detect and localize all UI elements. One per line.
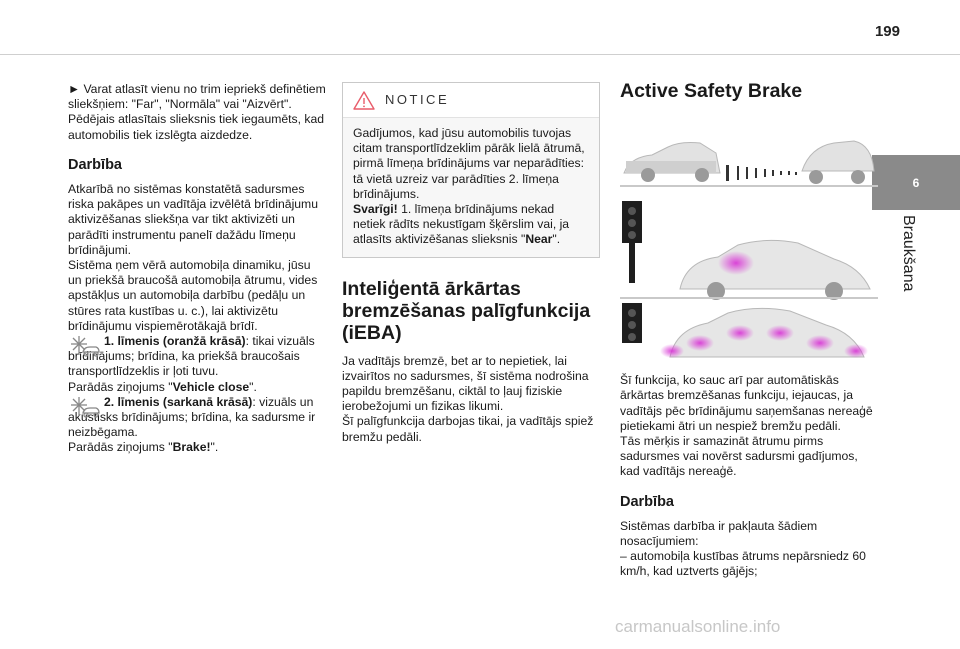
header-rule [0,54,960,55]
column-middle [342,82,600,445]
level2-text: : vizuāls un akustisks brīdinājums; brīdina, ka sadursme ir neizbēgama. [68,394,316,440]
notice-end: ". [552,232,561,247]
section-heading-operation: Darbība [68,156,122,173]
column-left [68,82,326,456]
ieba-paragraph-1: Ja vadītājs bremzē, bet ar to nepietiek, lai izvairītos no sadursmes, šī sistēma nodrošina papildu bremzēšanu, ciktāl to ļauj fiziskie ierobežojumi un fizikas likumi. [342,353,589,414]
level1-msg-suffix: ". [249,379,257,394]
level1-message: Vehicle close [172,379,250,394]
notice-text: Gadījumos, kad jūsu automobilis tuvojas citam transportlīdzeklim pārāk lielā ātrumā, pirmā līmeņa brīdinājums var neparādīties: tā vietā uzreiz var parādīties 2. līmeņa brīdinājums. [353,126,585,201]
collision-alert-icon [70,335,100,359]
level1-text: : tikai vizuāls brīdinājums; brīdina, ka priekšā braucošais transportlīdzeklis ir ļoti tuvu. [68,334,315,379]
threshold-intro: ► Varat atlasīt vienu no trim iepriekš definētiem sliekšņiem: "Far", "Normāla" vai "Aizvērt". Pēdējais atlasītais slieksnis tiek iegaumēts, kad automobilis tiek izslēgta aizdedze. [68,82,326,142]
level1-warning [68,334,326,395]
notice-important-label: Svarīgi! [353,202,398,217]
section-heading-operation-2: Darbība [620,493,674,510]
level2-warning [68,395,326,456]
level1-title: 1. līmenis (oranžā krāsā) [104,334,246,349]
level2-msg-prefix: Parādās ziņojums " [68,440,173,455]
page-number: 199 [874,23,900,40]
panel-traffic-light [620,201,878,300]
asb-paragraph-2: Tās mērķis ir samazināt ātrumu pirms sadursmes vai novērst sadursmi gadījumos, kad vadītājs nereaģē. [620,434,858,479]
chapter-tab[interactable]: 6 [872,155,960,210]
asb-condition-speed: – automobiļa kustības ātrums nepārsniedz 60 km/h, kad uztverts gājējs; [620,549,866,579]
asb-conditions: Sistēmas darbība ir pakļauta šādiem nosacījumiem: [620,518,818,549]
notice-near: Near [525,232,553,247]
level2-title: 2. līmenis (sarkanā krāsā) [104,394,253,409]
section-heading-ieba: Inteliģentā ārkārtas bremzēšanas palīgfunkcija (iEBA) [342,277,591,344]
level2-msg-suffix: ". [210,440,219,455]
asb-paragraph-1: Šī funkcija, ko sauc arī par automātiskās ārkārtas bremzēšanas funkciju, iejaucas, ja vadītājs pēc brīdinājumu saņemšanas nereaģē pietiekami ātri un nespiež bremžu pedāli. [620,373,873,433]
operation-paragraph: Atkarībā no sistēmas konstatētā sadursmes riska pakāpes un vadītāja izvēlētā brīdinājumu aktivizēšanas sliekšņa var tikt aktivizēti un parādīti instrumentu panelī dažādu līmeņu brīdinājumi. [68,182,318,257]
level1-msg-prefix: Parādās ziņojums " [68,379,173,394]
column-right [620,82,878,580]
warning-triangle-icon [353,91,375,110]
notice-box [342,82,600,258]
notice-important-text: 1. līmeņa brīdinājums nekad netiek rādīts nekustīgam šķērslim vai, ja atlasīts aktivizēšanas slieksnis " [353,202,570,247]
panel-car-approach [620,141,878,187]
chapter-title [893,215,923,310]
ieba-paragraph-2: Šī palīgfunkcija darbojas tikai, ja vadītājs spiež bremžu pedāli. [342,414,594,444]
notice-header [343,83,599,118]
notice-body [343,118,599,257]
active-safety-brake-illustration [620,111,878,361]
collision-alert-icon [70,396,100,420]
watermark: carmanualsonline.info [615,617,781,636]
panel-car-glow [622,303,868,358]
operation-paragraph-2: Sistēma ņem vērā automobiļa dinamiku, jūsu un priekšā braucošā automobiļa ātrumu, vides apstākļus un automobiļa darbību (pedāļu un stūres rata kustības u. c.), lai aktivizētu brīdinājumu vispiemērotākajā brīdī. [68,258,318,333]
chapter-title-text: Braukšana [900,215,917,292]
section-heading-asb: Active Safety Brake [620,80,803,102]
level2-message: Brake! [172,440,211,455]
notice-title: NOTICE [385,92,450,108]
